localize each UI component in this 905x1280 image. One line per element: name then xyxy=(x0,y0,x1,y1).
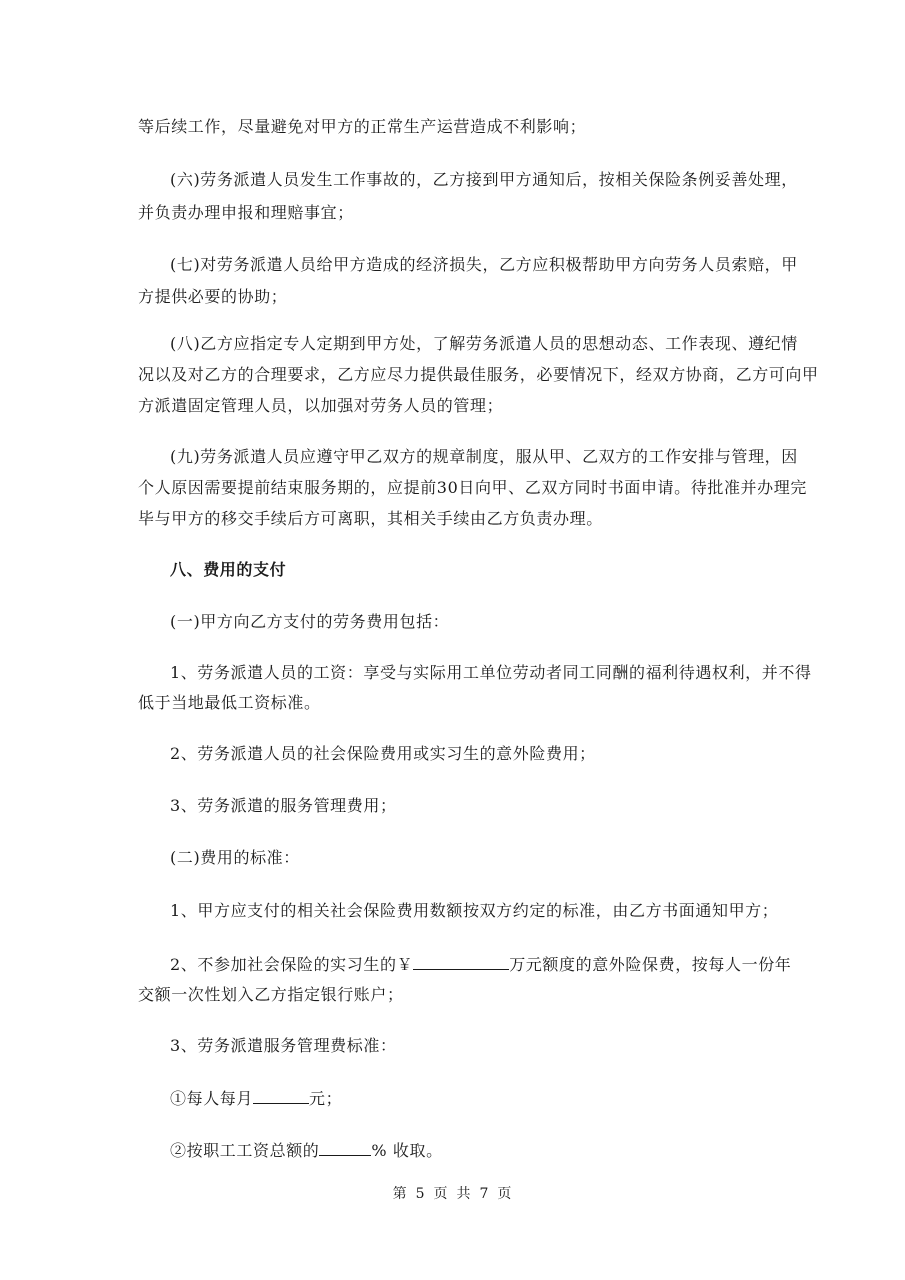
standard-3: 3、劳务派遣服务管理费标准： xyxy=(170,1036,397,1055)
footer-gong: 共 xyxy=(456,1186,472,1202)
option-2-text-before: ②按职工工资总额的 xyxy=(170,1141,320,1160)
clause-8-line-2: 况以及对乙方的合理要求，乙方应尽力提供最佳服务，必要情况下，经双方协商，乙方可向甲 xyxy=(138,365,819,384)
clause-7-line-1: (七)对劳务派遣人员给甲方造成的经济损失，乙方应积极帮助甲方向劳务人员索赔，甲 xyxy=(170,255,798,274)
option-2 xyxy=(170,1139,443,1162)
option-1-text-before: ①每人每月 xyxy=(170,1089,254,1108)
section-heading: 八、费用的支付 xyxy=(170,560,287,579)
option-2-text-after: % 收取。 xyxy=(371,1141,443,1160)
footer-ye: 页 xyxy=(433,1186,449,1202)
paragraph-line: 等后续工作，尽量避免对甲方的正常生产运营造成不利影响； xyxy=(138,117,587,136)
standard-1: 1、甲方应支付的相关社会保险费用数额按双方约定的标准，由乙方书面通知甲方； xyxy=(170,901,779,920)
clause-8-line-3: 方派遣固定管理人员，以加强对劳务人员的管理； xyxy=(138,396,504,415)
subsection-2-title: (二)费用的标准： xyxy=(170,848,300,867)
monthly-fee-blank xyxy=(253,1087,309,1104)
standard-2-line-2: 交额一次性划入乙方指定银行账户； xyxy=(138,985,404,1004)
standard-2-line-1 xyxy=(170,953,791,976)
clause-8-line-1: (八)乙方应指定专人定期到甲方处，了解劳务派遣人员的思想动态、工作表现、遵纪情 xyxy=(170,334,798,353)
fee-item-1-line-1: 1、劳务派遣人员的工资：享受与实际用工单位劳动者同工同酬的福利待遇权利，并不得 xyxy=(170,663,812,682)
total-pages-number: 7 xyxy=(479,1186,490,1202)
subsection-1-title: (一)甲方向乙方支付的劳务费用包括： xyxy=(170,612,450,631)
fee-item-2: 2、劳务派遣人员的社会保险费用或实习生的意外险费用； xyxy=(170,744,596,763)
footer-ye-2: 页 xyxy=(497,1186,513,1202)
clause-7-line-2: 方提供必要的协助； xyxy=(138,287,288,306)
fee-item-1-line-2: 低于当地最低工资标准。 xyxy=(138,693,321,712)
fee-item-3: 3、劳务派遣的服务管理费用； xyxy=(170,796,397,815)
standard-2-text-before: 2、不参加社会保险的实习生的￥ xyxy=(170,955,414,974)
option-1 xyxy=(170,1087,342,1110)
page-footer xyxy=(0,1184,905,1204)
clause-9-line-3: 毕与甲方的移交手续后方可离职，其相关手续由乙方负责办理。 xyxy=(138,509,603,528)
percentage-blank xyxy=(319,1139,371,1156)
clause-6-line-1: (六)劳务派遣人员发生工作事故的，乙方接到甲方通知后，按相关保险条例妥善处理， xyxy=(170,170,798,189)
insurance-amount-blank xyxy=(413,953,509,970)
clause-6-line-2: 并负责办理申报和理赔事宜； xyxy=(138,203,354,222)
current-page-number: 5 xyxy=(415,1186,426,1202)
standard-2-text-after: 万元额度的意外险保费，按每人一份年 xyxy=(509,955,792,974)
option-1-text-after: 元； xyxy=(309,1089,343,1108)
clause-9-line-1: (九)劳务派遣人员应遵守甲乙双方的规章制度，服从甲、乙双方的工作安排与管理，因 xyxy=(170,447,798,466)
footer-di: 第 xyxy=(392,1186,408,1202)
clause-9-line-2: 个人原因需要提前结束服务期的，应提前30日向甲、乙双方同时书面申请。待批准并办理完 xyxy=(138,478,807,497)
